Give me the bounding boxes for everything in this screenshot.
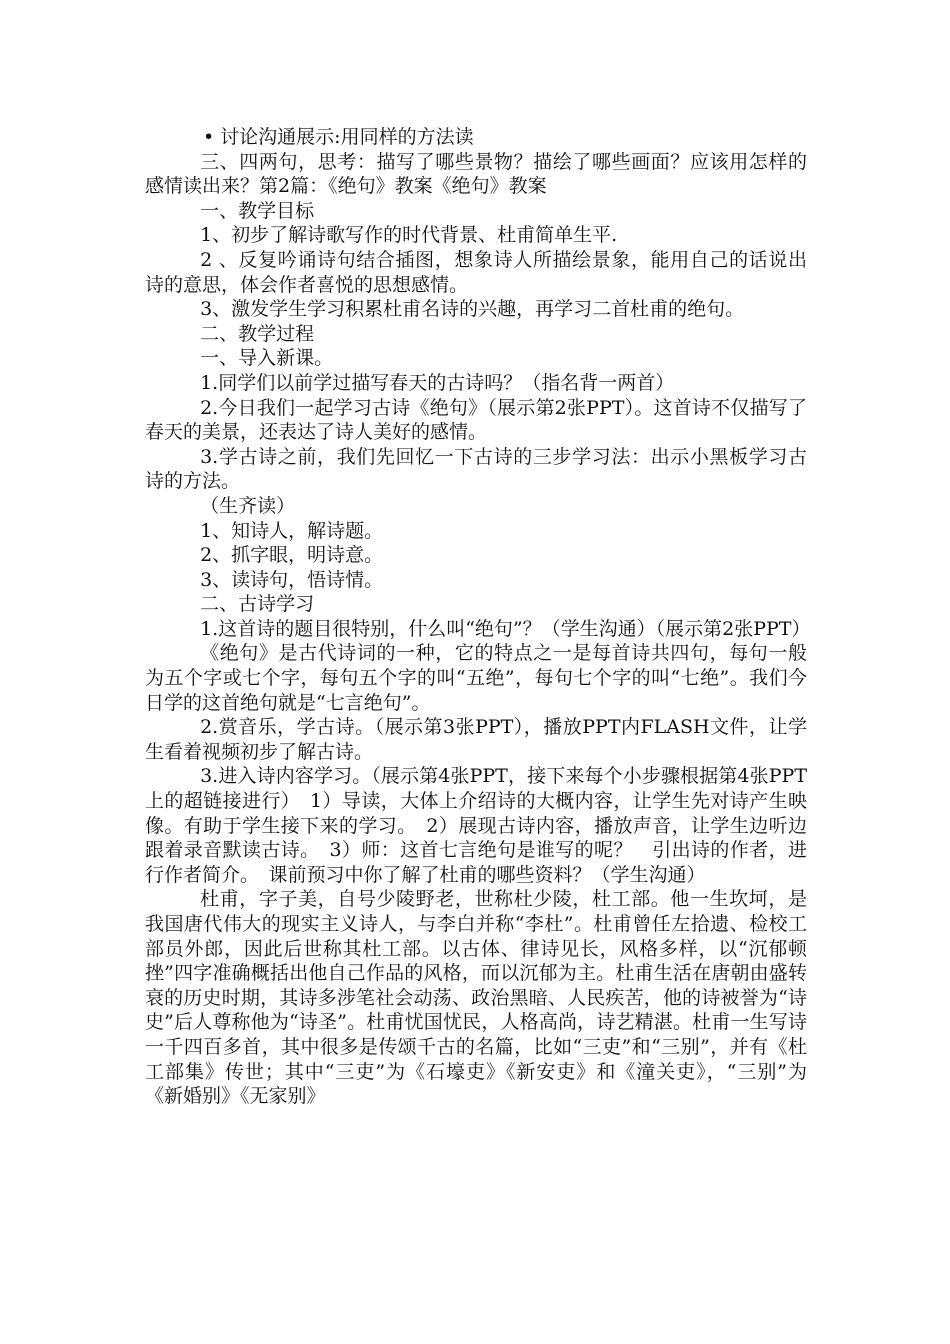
paragraph: 2.赏音乐，学古诗。（展示第3张PPT），播放PPT内FLASH文件，让学生看着视频初步了解古诗。: [145, 716, 807, 763]
section-heading: 二、古诗学习: [200, 593, 315, 616]
section-heading: 一、导入新课。: [200, 347, 334, 370]
paragraph: 杜甫，字子美，自号少陵野老，世称杜少陵，杜工部。他一生坎坷，是我国唐代伟大的现实主义诗人，与李白并称“李杜”。杜甫曾任左拾遗、检校工部员外郎，因此后世称其杜工部。以古体、律诗见长，风格多样，以“沉郁顿挫”四字准确概括出他自己作品的风格，而以沉郁为主。杜甫生活在唐朝由盛转衰的历史时期，其诗多涉笔社会动荡、政治黑暗、人民疾苦，他的诗被誉为“诗史”后人尊称他为“诗圣”。杜甫忧国忧民，人格高尚，诗艺精湛。杜甫一生写诗一千四百多首，其中很多是传颂千古的名篇，比如“三吏”和“三别”，并有《杜工部集》传世；其中“三吏”为《石壕吏》《新安吏》和《潼关吏》，“三别”为《新婚别》《无家别》: [145, 888, 807, 1108]
paragraph: 《绝句》是古代诗词的一种，它的特点之一是每首诗共四句，每句一般为五个字或七个字，每句五个字的叫“五绝”，每句七个字的叫“七绝”。我们今日学的这首绝句就是“七言绝句”。: [145, 642, 807, 714]
bullet-paragraph: • 讨论沟通展示:用同样的方法读: [202, 126, 474, 148]
section-heading: 二、教学过程: [200, 322, 315, 345]
paragraph: 1.同学们以前学过描写春天的古诗吗？（指名背一两首）: [200, 371, 675, 394]
document-body: [145, 125, 811, 1109]
list-item: 2、抓字眼，明诗意。: [200, 544, 384, 567]
paragraph: 2 、反复吟诵诗句结合插图，想象诗人所描绘景象，能用自己的话说出诗的意思，体会作者喜悦的思想感情。: [145, 248, 807, 296]
paragraph: （生齐读）: [200, 494, 296, 517]
paragraph: 3.进入诗内容学习。（展示第4张PPT，接下来每个小步骤根据第4张PPT上的超链接进行） 1）导读，大体上介绍诗的大概内容，让学生先对诗产生映像。有助于学生接下来的学习。 2）展现古诗内容，播放声音，让学生边听边跟着录音默读古诗。 3）师：这首七言绝句是谁写的呢？ 引出诗的作者，进行作者简介。 课前预习中你了解了杜甫的哪些资料？（学生沟通）: [145, 765, 807, 886]
section-heading: 一、教学目标: [200, 199, 315, 222]
list-item: 3、读诗句，悟诗情。: [200, 568, 384, 591]
list-item: 1、知诗人，解诗题。: [200, 519, 384, 542]
paragraph: 三、四两句，思考：描写了哪些景物？描绘了哪些画面？应该用怎样的感情读出来？第2篇：《绝句》教案《绝句》教案: [145, 150, 807, 198]
paragraph: 3、激发学生学习积累杜甫名诗的兴趣，再学习二首杜甫的绝句。: [200, 298, 745, 321]
paragraph: 1.这首诗的题目很特别，什么叫“绝句”？（学生沟通）（展示第2张PPT）: [200, 617, 811, 640]
paragraph: 3.学古诗之前，我们先回忆一下古诗的三步学习法：出示小黑板学习古诗的方法。: [145, 445, 807, 493]
paragraph: 2.今日我们一起学习古诗《绝句》（展示第2张PPT）。这首诗不仅描写了春天的美景，还表达了诗人美好的感情。: [145, 396, 807, 444]
paragraph: 1、初步了解诗歌写作的时代背景、杜甫简单生平.: [200, 224, 618, 247]
